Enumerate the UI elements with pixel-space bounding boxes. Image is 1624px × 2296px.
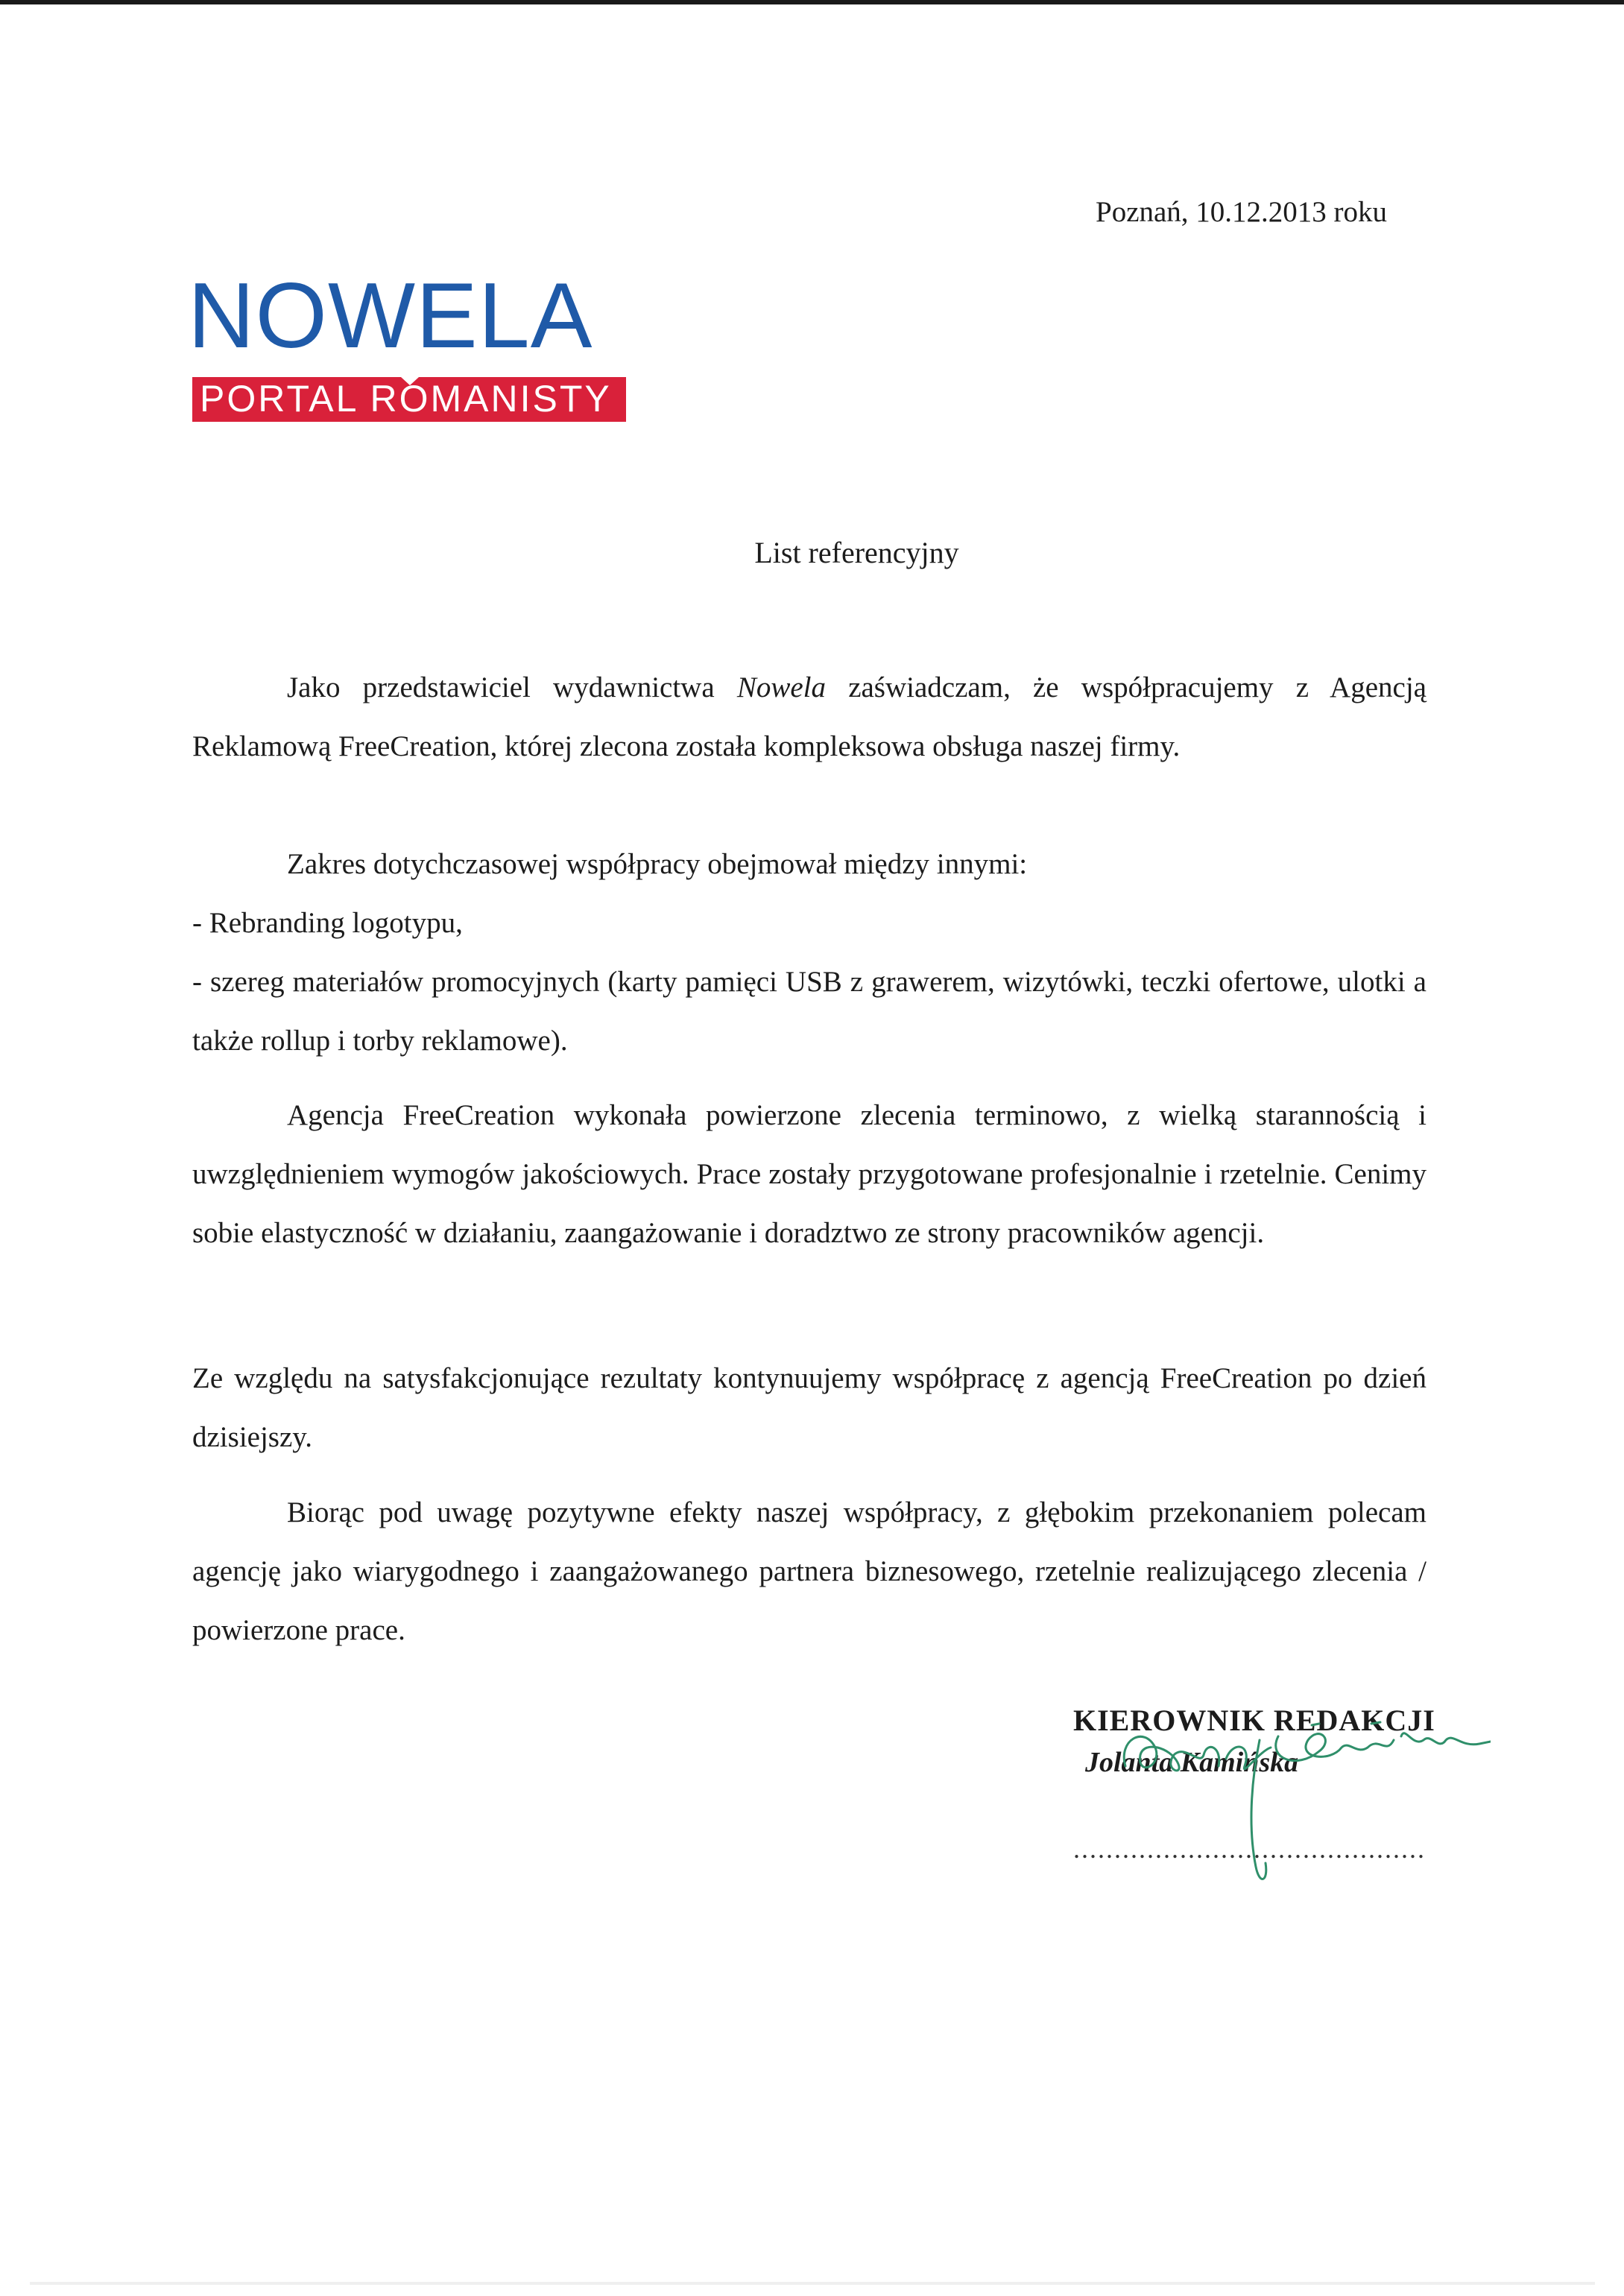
letter-date: Poznań, 10.12.2013 roku [1096, 196, 1388, 228]
paragraph-4 [192, 1349, 1426, 1467]
paragraph-3 [192, 1086, 1426, 1262]
scan-edge-bottom [30, 2282, 1595, 2285]
paragraph-1 [192, 658, 1426, 776]
nowela-logo [188, 265, 626, 425]
signature-line: ........................................... [1073, 1834, 1426, 1864]
scope-item-1: - Rebranding logotypu, [192, 907, 463, 939]
paragraph-4-text: Ze względu na satysfakcjonujące rezultaty kontynuujemy współpracę z agencją FreeCreation po dzień dzisiejszy. [192, 1362, 1426, 1453]
paragraph-3-text: Agencja FreeCreation wykonała powierzone zlecenia terminowo, z wielką starannością i uwzględnieniem wymogów jakościowych. Prace zostały przygotowane profesjonalnie i rzetelnie. Cenimy sobie elastyczność w działaniu, zaangażowanie i doradztwo ze strony pracowników agencji. [192, 1099, 1426, 1249]
publisher-name: Nowela [736, 671, 827, 703]
stamp-name: Jolanta Kamińska [1085, 1747, 1299, 1778]
letter-title: List referencyjny [754, 536, 959, 569]
handwritten-signature [1073, 1695, 1491, 1911]
paragraph-1-rest: zaświadczam, że współpracujemy z Agencją Reklamową FreeCreation, której zlecona została kompleksowa obsługa naszej firmy. [192, 671, 1426, 762]
stamp-title: KIEROWNIK REDAKCJI [1073, 1704, 1435, 1737]
logo-wordmark: NOWELA [188, 265, 593, 367]
paragraph-1-lead: Jako przedstawiciel wydawnictwa [287, 671, 737, 703]
scope-intro: Zakres dotychczasowej współpracy obejmował między innymi: [287, 848, 1028, 880]
paragraph-5 [192, 1483, 1426, 1660]
scan-edge-top [0, 0, 1624, 4]
signature-block [1073, 1703, 1491, 1911]
paragraph-5-text: Biorąc pod uwagę pozytywne efekty naszej współpracy, z głębokim przekonaniem polecam agencję jako wiarygodnego i zaangażowanego partnera biznesowego, rzetelnie realizującego zlecenia / powierzone prace. [192, 1496, 1426, 1646]
scope-item-2: - szereg materiałów promocyjnych (karty pamięci USB z grawerem, wizytówki, teczki ofertowe, ulotki a także rollup i torby reklamowe). [192, 966, 1426, 1057]
paragraph-2 [192, 835, 1426, 1070]
logo-subtitle: PORTAL ROMANISTY [200, 378, 612, 420]
